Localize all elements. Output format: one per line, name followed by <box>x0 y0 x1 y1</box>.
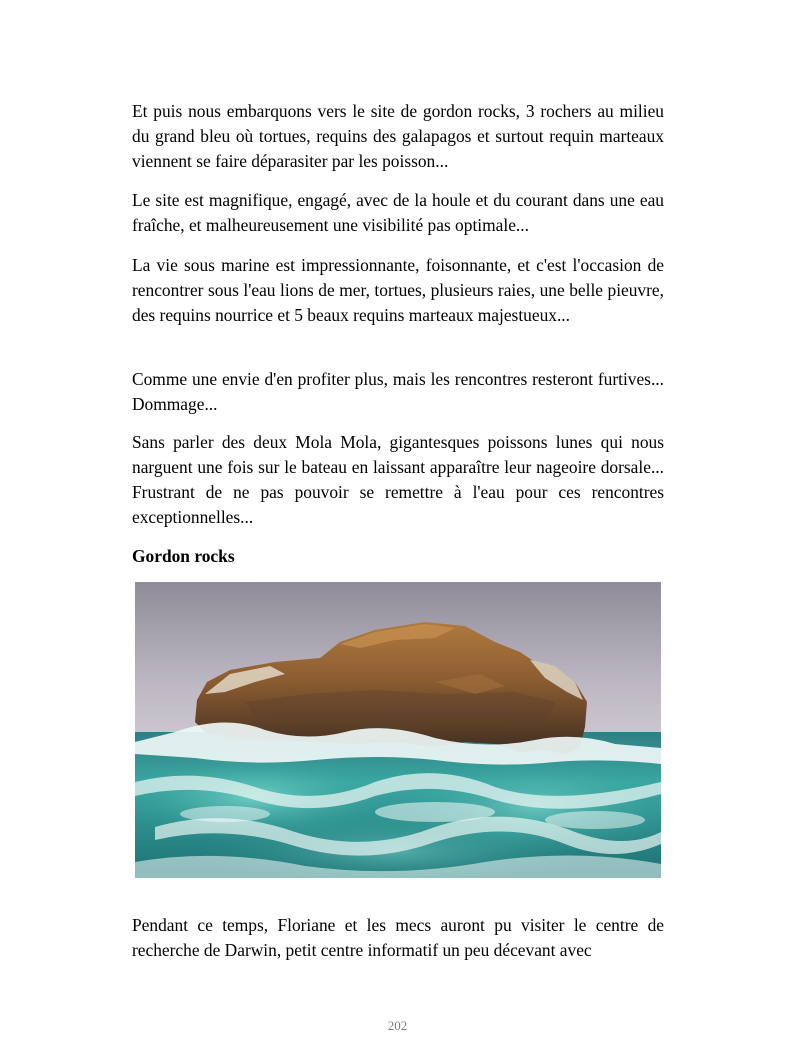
paragraph-4: Comme une envie d'en profiter plus, mais les rencontres resteront furtives... Dommage... <box>132 369 664 414</box>
paragraph-3: La vie sous marine est impressionnante, foisonnante, et c'est l'occasion de rencontrer sous l'eau lions de mer, tortues, plusieurs raies, une belle pieuvre, des requins nourrice et 5 beaux requins marteaux majestueux... <box>132 255 664 325</box>
photo-caption: Gordon rocks <box>132 546 235 566</box>
paragraph-6: Pendant ce temps, Floriane et les mecs auront pu visiter le centre de recherche de Darwin, petit centre informatif un peu décevant avec <box>132 915 664 960</box>
page-number: 202 <box>387 1018 408 1033</box>
gordon-rocks-illustration <box>135 582 661 878</box>
gordon-rocks-photo <box>135 582 661 878</box>
paragraph-1: Et puis nous embarquons vers le site de gordon rocks, 3 rochers au milieu du grand bleu où tortues, requins des galapagos et surtout requin marteaux viennent se faire déparasiter par les poisson... <box>132 101 664 171</box>
paragraph-2: Le site est magnifique, engagé, avec de la houle et du courant dans une eau fraîche, et malheureusement une visibilité pas optimale... <box>132 190 664 235</box>
paragraph-5: Sans parler des deux Mola Mola, gigantesques poissons lunes qui nous narguent une fois sur le bateau en laissant apparaître leur nageoire dorsale... Frustrant de ne pas pouvoir se remettre à l'eau pour ces rencontres exceptionnelles... <box>132 432 664 527</box>
